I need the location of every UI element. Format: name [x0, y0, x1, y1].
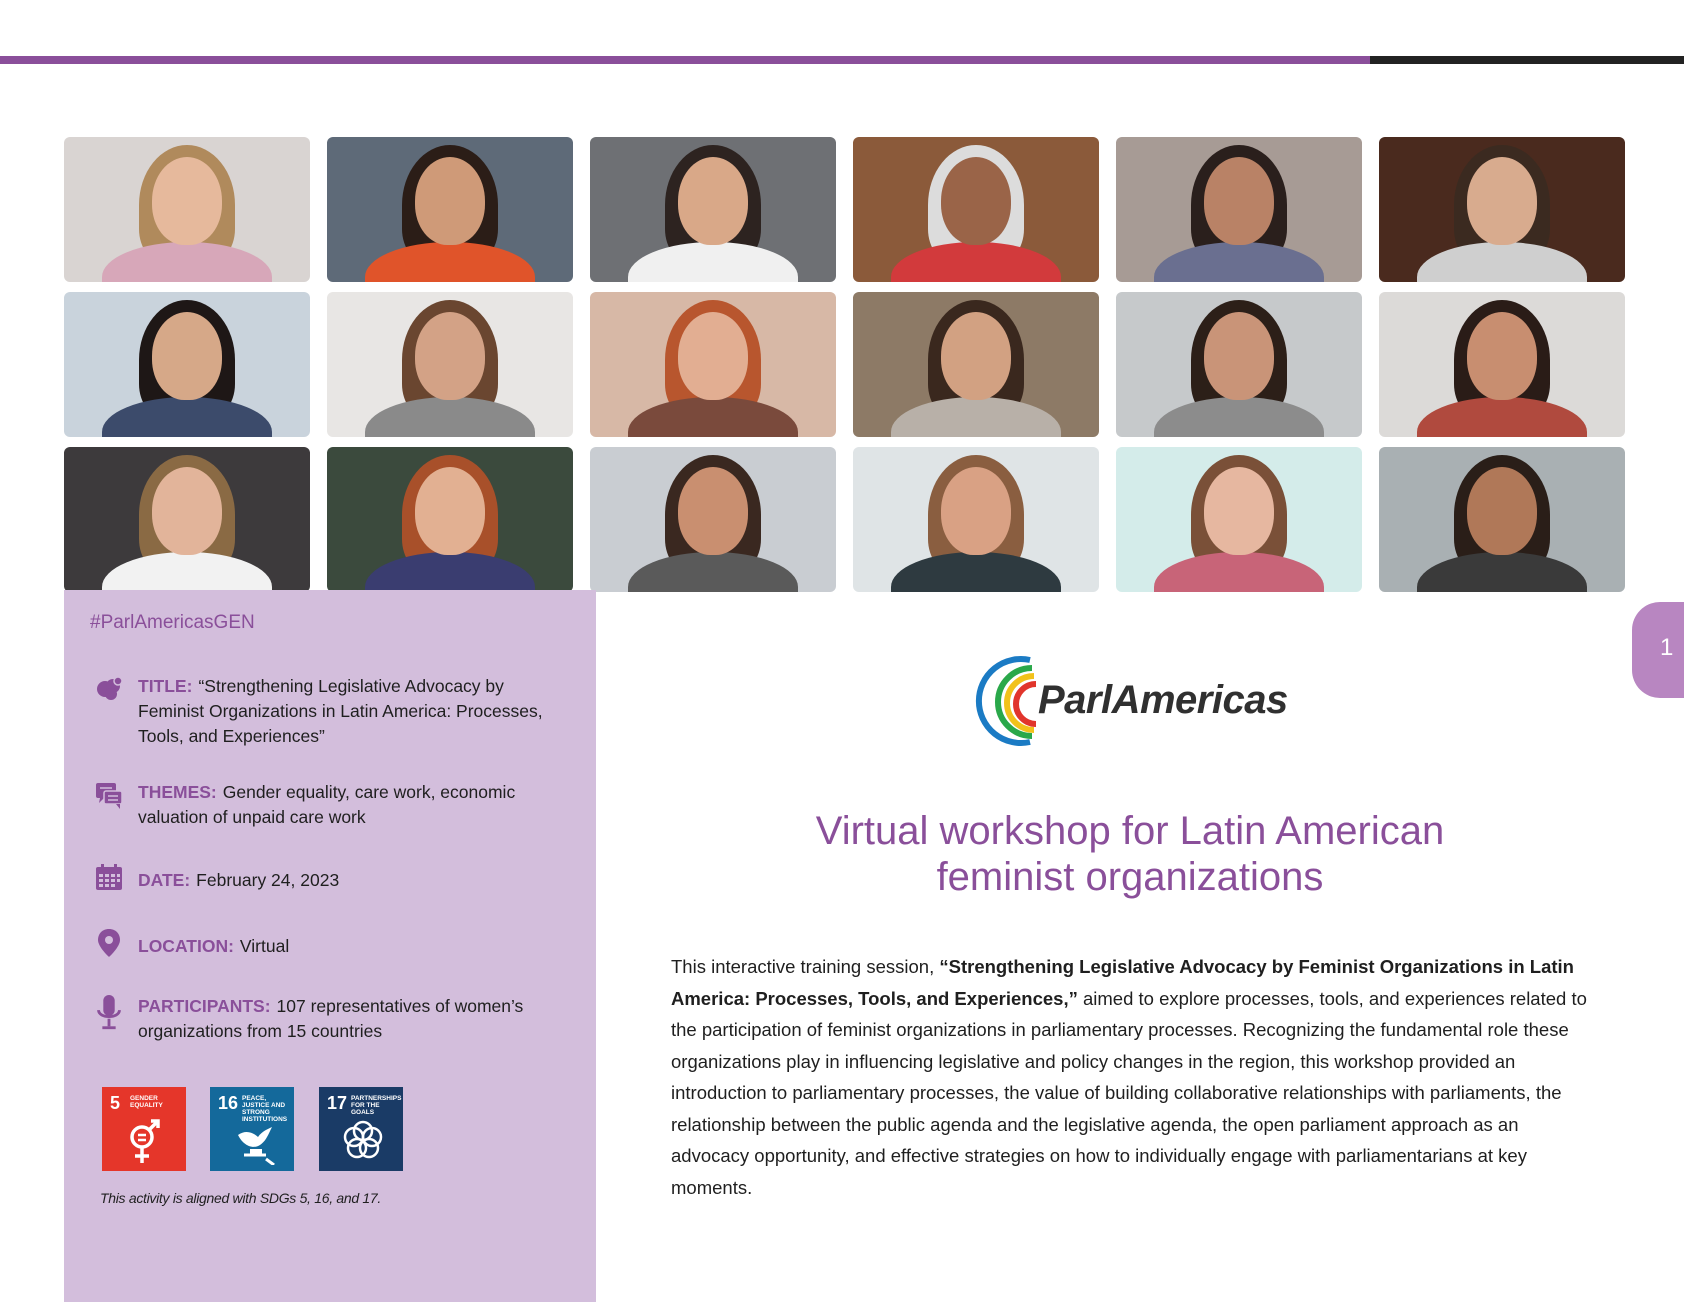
sdg-17-name: PARTNERSHIPS FOR THE GOALS — [351, 1095, 402, 1116]
top-accent-bar-purple — [0, 56, 1370, 64]
location-label: LOCATION: — [138, 936, 234, 956]
participant-photo — [1116, 447, 1362, 592]
participant-shoulders — [102, 242, 272, 282]
participant-shoulders — [102, 552, 272, 592]
participant-shoulders — [1417, 397, 1587, 437]
gender-equality-icon — [124, 1119, 164, 1165]
microphone-icon — [94, 994, 124, 1032]
themes-label: THEMES: — [138, 782, 217, 802]
participant-photo — [1379, 292, 1625, 437]
participant-photo — [327, 137, 573, 282]
page-number: 1 — [1660, 634, 1674, 661]
participant-photo — [64, 292, 310, 437]
participant-photo — [590, 137, 836, 282]
participant-face — [678, 157, 748, 245]
participant-face — [415, 157, 485, 245]
sdg-16-badge — [210, 1087, 294, 1171]
participant-photo — [64, 447, 310, 592]
participant-photo — [327, 447, 573, 592]
participant-photo — [1379, 137, 1625, 282]
description-intro: This interactive training session, — [671, 956, 940, 977]
sdg-alignment-note: This activity is aligned with SDGs 5, 16, and 17. — [100, 1190, 381, 1206]
hashtag: #ParlAmericasGEN — [90, 612, 255, 633]
participant-shoulders — [628, 552, 798, 592]
participant-face — [415, 467, 485, 555]
top-accent-bar-dark — [1370, 56, 1684, 64]
participant-shoulders — [891, 242, 1061, 282]
participant-face — [1204, 467, 1274, 555]
location-pin-icon — [94, 928, 124, 958]
parlamericas-wordmark: ParlAmericas — [1038, 678, 1288, 722]
sdg-17-number: 17 — [327, 1093, 348, 1113]
dove-gavel-icon — [232, 1119, 278, 1165]
session-description — [671, 951, 1601, 1203]
participant-face — [941, 157, 1011, 245]
title-label: TITLE: — [138, 676, 193, 696]
participant-face — [1204, 157, 1274, 245]
participant-photo — [327, 292, 573, 437]
sdg-5-number: 5 — [110, 1093, 121, 1113]
participant-shoulders — [628, 242, 798, 282]
description-body: aimed to explore processes, tools, and experiences related to the participation of feminist organizations in parliamentary processes. Recognizing the fundamental role these organizations play in influencing legislative and policy changes in the region, this workshop provided an introduction to parliamentary processes, the value of building collaborative relationships with parliaments, the relationship between the public agenda and the legislative agenda, the open parliament approach as an advocacy opportunity, and effective strategies on how to individually engage with parliamentarians at key moments. — [671, 987, 1587, 1198]
participant-shoulders — [1417, 242, 1587, 282]
participant-shoulders — [365, 397, 535, 437]
participant-shoulders — [628, 397, 798, 437]
participant-face — [152, 157, 222, 245]
date-value: February 24, 2023 — [196, 870, 340, 890]
participant-photo-grid — [64, 137, 1625, 592]
page-number-tab — [1632, 602, 1684, 698]
participant-photo — [64, 137, 310, 282]
participant-shoulders — [891, 397, 1061, 437]
participant-face — [678, 467, 748, 555]
participants-label: PARTICIPANTS: — [138, 996, 271, 1016]
participant-photo — [1116, 137, 1362, 282]
participant-face — [941, 312, 1011, 400]
participant-face — [415, 312, 485, 400]
participant-face — [941, 467, 1011, 555]
themes-value: Gender equality, care work, economic valuation of unpaid care work — [138, 782, 516, 827]
heading-line-1: Virtual workshop for Latin American — [815, 809, 1445, 853]
description-bold-title: “Strengthening Legislative Advocacy by Feminist Organizations in Latin America: Processes, Tools, and Experiences,” — [671, 956, 1574, 1009]
participant-photo — [1379, 447, 1625, 592]
event-info-panel — [64, 590, 596, 1302]
participant-face — [1467, 467, 1537, 555]
page-heading — [700, 808, 1560, 900]
participant-shoulders — [102, 397, 272, 437]
participant-shoulders — [365, 552, 535, 592]
chat-bubbles-icon — [94, 780, 124, 810]
sdg-16-name: PEACE, JUSTICE AND STRONG INSTITUTIONS — [242, 1095, 288, 1123]
participant-photo — [853, 292, 1099, 437]
participant-face — [1467, 312, 1537, 400]
location-value: Virtual — [239, 936, 290, 956]
participant-photo — [590, 292, 836, 437]
participant-photo — [1116, 292, 1362, 437]
participant-shoulders — [1417, 552, 1587, 592]
heading-line-2: feminist organizations — [936, 855, 1324, 899]
participant-face — [152, 467, 222, 555]
participant-photo — [853, 447, 1099, 592]
participant-face — [1467, 157, 1537, 245]
participant-face — [678, 312, 748, 400]
participant-photo — [590, 447, 836, 592]
title-value: “Strengthening Legislative Advocacy by Feminist Organizations in Latin America: Processes, Tools, and Experiences” — [138, 676, 543, 746]
participant-shoulders — [1154, 397, 1324, 437]
sdg-17-badge — [319, 1087, 403, 1171]
participant-face — [152, 312, 222, 400]
participant-shoulders — [891, 552, 1061, 592]
participant-photo — [853, 137, 1099, 282]
participant-face — [1204, 312, 1274, 400]
participant-shoulders — [365, 242, 535, 282]
participant-shoulders — [1154, 242, 1324, 282]
brain-icon — [94, 674, 124, 704]
sdg-16-number: 16 — [218, 1093, 239, 1113]
participants-value: 107 representatives of women’s organizations from 15 countries — [138, 996, 524, 1041]
calendar-icon — [94, 862, 124, 892]
top-accent-bar — [0, 56, 1684, 64]
date-label: DATE: — [138, 870, 191, 890]
parlamericas-logo — [968, 652, 1304, 748]
participant-shoulders — [1154, 552, 1324, 592]
sdg-5-name: GENDER EQUALITY — [130, 1095, 163, 1109]
sdg-5-badge — [102, 1087, 186, 1171]
partnership-rings-icon — [341, 1119, 385, 1163]
